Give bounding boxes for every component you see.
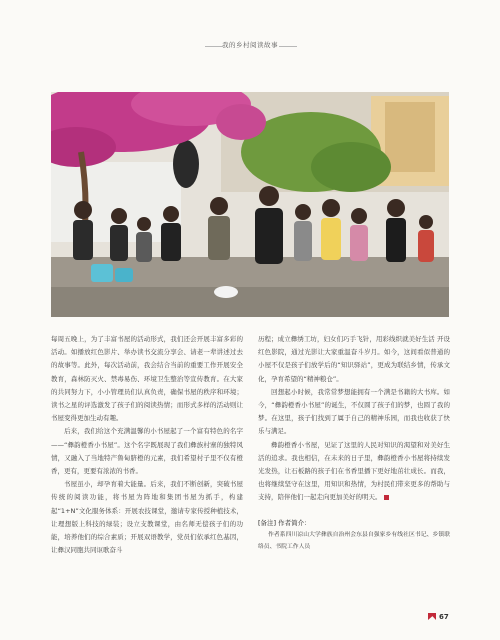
header-title: 我的乡村阅读故事 bbox=[222, 41, 278, 49]
paragraph: 后来，我们给这个充满温馨的小书屋起了一个富有特色的名字——“彝韵橙香小书屋”。这个名字既展现了我们彝族村寨的独特风情，又融入了当地特产鲁甸脐橙的元素，我们希望村子里不仅有橙香，更有，更要有浓浓的书香。 bbox=[51, 427, 243, 476]
running-header bbox=[0, 40, 500, 54]
header-rule-left bbox=[205, 46, 223, 47]
paragraph: 每周五晚上，为了丰富书屋的活动形式，我们还会开展丰富多彩的活动。如播放红色影片、举办读书交流分享会、请老一辈讲述过去的故事等。此外，每次活动前，我会结合当前的重要工作开展安全教育，森林防灭火、禁毒易伤、环境卫生整治等宣传教育。在大家的共同努力下，小小管理员们认真负责，确保书屋的秩序和环境；读书之星的评选激发了孩子们的阅读热情；而形式多样的活动则让书屋变得更加生动有趣。 bbox=[51, 335, 243, 423]
group-photo-illustration bbox=[51, 92, 449, 317]
end-mark-icon bbox=[384, 495, 389, 500]
paragraph-text: 彝韵橙香小书屋，见证了这里的人民对知识的渴望和对美好生活的追求。我也相信，在未来的日子里，彝韵橙香小书屋将持续发光发热，让石板路的孩子们在书香里播下更好地茁壮成长。而我，也将继续坚守在这里，用知识和热情，为村民们带来更多的帮助与支持，陪伴他们一起走向更加美好的明天。 bbox=[258, 440, 450, 502]
body-column-left bbox=[51, 333, 243, 557]
page-number bbox=[428, 613, 449, 623]
paragraph-last bbox=[258, 439, 450, 505]
body-column-right bbox=[258, 333, 450, 553]
header-rule-right bbox=[279, 46, 297, 47]
paragraph: 回想起小时候，我常常梦想能拥有一个满是书籍的大书库。如今，“彝韵橙香小书屋”的诞生，不仅圆了孩子们的梦，也圆了我的梦。在这里，孩子们找到了属于自己的精神乐园，而我也收获了快乐与满足。 bbox=[258, 387, 450, 436]
group-photo bbox=[51, 92, 449, 317]
paragraph: 历程；成立彝绣工坊，妇女们巧手飞针，用彩线织就美好生活 开设红色影院，通过光影让大家重温奋斗岁月。如今，这间看似普通的小屋不仅是孩子们放学后的“知识驿站”，更成为联结乡情，传承文化，孕育希望的“精神粮仓”。 bbox=[258, 335, 450, 383]
page-mark-icon bbox=[428, 613, 436, 620]
note-text: 作者系四川凉山大学彝族自治州会东县自强家乡有线社区书记、乡镇联络员、书院工作人员 bbox=[258, 531, 450, 550]
page-number-text: 67 bbox=[439, 613, 449, 621]
note-title: [备注] 作者简介： bbox=[258, 518, 311, 527]
paragraph: 书屋虽小，却孕育着大能量。后来，我们不断创新，突破书屋传统的阅读功能，将书屋为阵地和集团书屋为抓手，构建起“1+N”文化服务体系：开展农技课堂，邀请专家传授种植技术，让理想版上科技的绿装；设立支教课堂，由名师无偿孩子们的功能，培养他们的综合素质；开展双语教学，党员们依承红色基因，让彝汉同胞共同讴歌奋斗 bbox=[51, 480, 243, 555]
note-block bbox=[258, 517, 450, 553]
